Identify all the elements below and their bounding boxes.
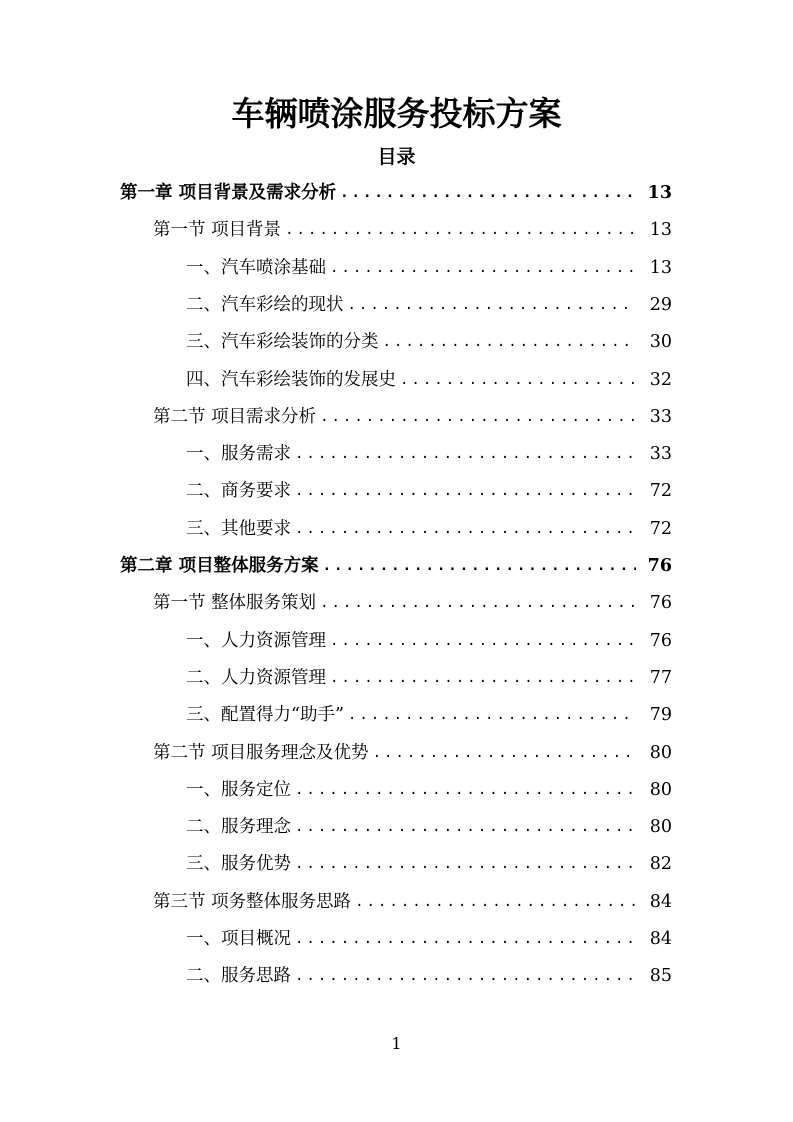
toc-entry-level-3[interactable] xyxy=(0,660,793,697)
toc-entry-page-number: 84 xyxy=(649,891,672,912)
toc-entry-page-number: 80 xyxy=(649,779,672,800)
toc-entry-page-number: 13 xyxy=(649,257,672,278)
toc-dot-leader xyxy=(340,175,636,212)
toc-entry-label: 三、汽车彩绘装饰的分类 xyxy=(186,332,379,353)
page-number: 1 xyxy=(391,1034,402,1053)
toc-entry-page-number: 85 xyxy=(649,966,672,987)
toc-entry-page-number: 77 xyxy=(649,667,672,688)
toc-entry-page-number: 33 xyxy=(649,406,672,427)
toc-entry-label: 第二章 项目整体服务方案 xyxy=(120,556,319,576)
toc-entry-level-2[interactable] xyxy=(0,884,793,921)
toc-entry-page-number: 13 xyxy=(647,183,672,203)
toc-entry-level-3[interactable] xyxy=(0,809,793,846)
toc-entry-label: 一、人力资源管理 xyxy=(186,630,326,651)
toc-entry-page-number: 82 xyxy=(649,854,672,875)
toc-entry-level-3[interactable] xyxy=(0,772,793,809)
toc-dot-leader xyxy=(330,623,636,660)
toc-entry-label: 二、商务要求 xyxy=(186,481,291,502)
toc-entry-level-3[interactable] xyxy=(0,436,793,473)
toc-entry-label: 第一节 项目背景 xyxy=(153,220,282,241)
toc-entry-level-2[interactable] xyxy=(0,585,793,622)
toc-heading: 目录 xyxy=(377,146,416,168)
toc-dot-leader xyxy=(295,958,636,995)
toc-dot-leader xyxy=(323,548,636,585)
toc-dot-leader xyxy=(295,511,636,548)
toc-entry-label: 三、配置得力“助手” xyxy=(186,705,344,726)
toc-dot-leader xyxy=(285,212,636,249)
toc-entry-level-2[interactable] xyxy=(0,212,793,249)
toc-entry-level-3[interactable] xyxy=(0,697,793,734)
toc-entry-page-number: 13 xyxy=(649,220,672,241)
toc-entry-level-1[interactable] xyxy=(0,548,793,585)
toc-entry-page-number: 76 xyxy=(647,556,672,576)
toc-entry-label: 二、人力资源管理 xyxy=(186,667,326,688)
toc-dot-leader xyxy=(295,921,636,958)
toc-entry-page-number: 32 xyxy=(649,369,672,390)
toc-dot-leader xyxy=(320,585,636,622)
toc-dot-leader xyxy=(295,473,636,510)
toc-dot-leader xyxy=(320,399,636,436)
toc-entry-label: 三、服务优势 xyxy=(186,854,291,875)
toc-entry-label: 二、汽车彩绘的现状 xyxy=(186,294,344,315)
toc-entry-page-number: 76 xyxy=(649,593,672,614)
toc-entry-level-3[interactable] xyxy=(0,324,793,361)
toc-entry-label: 一、服务需求 xyxy=(186,444,291,465)
toc-entry-level-3[interactable] xyxy=(0,511,793,548)
toc-entry-level-3[interactable] xyxy=(0,846,793,883)
toc-entry-label: 第三节 项务整体服务思路 xyxy=(153,891,352,912)
toc-dot-leader xyxy=(330,250,636,287)
toc-dot-leader xyxy=(348,287,637,324)
toc-entry-page-number: 33 xyxy=(649,444,672,465)
toc-entry-level-2[interactable] xyxy=(0,735,793,772)
toc-entry-label: 四、汽车彩绘装饰的发展史 xyxy=(186,369,396,390)
toc-entry-label: 二、服务理念 xyxy=(186,817,291,838)
toc-entry-level-3[interactable] xyxy=(0,287,793,324)
toc-dot-leader xyxy=(400,362,636,399)
toc-entry-label: 一、汽车喷涂基础 xyxy=(186,257,326,278)
toc-dot-leader xyxy=(295,846,636,883)
toc-dot-leader xyxy=(295,436,636,473)
toc-entry-page-number: 79 xyxy=(649,705,672,726)
toc-dot-leader xyxy=(330,660,636,697)
toc-entry-page-number: 72 xyxy=(649,518,672,539)
toc-entry-label: 第一节 整体服务策划 xyxy=(153,593,317,614)
toc-entry-page-number: 76 xyxy=(649,630,672,651)
toc-entry-level-3[interactable] xyxy=(0,958,793,995)
toc-entry-page-number: 72 xyxy=(649,481,672,502)
toc-dot-leader xyxy=(373,735,636,772)
toc-entry-label: 三、其他要求 xyxy=(186,518,291,539)
toc-entry-page-number: 29 xyxy=(649,294,672,315)
toc-entry-level-3[interactable] xyxy=(0,921,793,958)
toc-entry-label: 二、服务思路 xyxy=(186,966,291,987)
toc-entry-page-number: 84 xyxy=(649,929,672,949)
toc-entry-level-2[interactable] xyxy=(0,399,793,436)
toc-entry-page-number: 80 xyxy=(649,742,672,763)
toc-dot-leader xyxy=(355,884,636,921)
toc-entry-label: 第一章 项目背景及需求分析 xyxy=(120,183,337,203)
toc-dot-leader xyxy=(348,697,636,734)
toc-entry-page-number: 80 xyxy=(649,817,672,838)
toc-entry-label: 一、服务定位 xyxy=(186,779,291,800)
toc-dot-leader xyxy=(383,324,637,361)
toc-entry-label: 第二节 项目需求分析 xyxy=(153,406,317,427)
toc-entry-page-number: 30 xyxy=(649,332,672,353)
toc-entry-level-3[interactable] xyxy=(0,473,793,510)
document-title: 车辆喷涂服务投标方案 xyxy=(231,94,562,133)
toc-entry-level-1[interactable] xyxy=(0,175,793,212)
toc-entry-level-3[interactable] xyxy=(0,623,793,660)
toc-entry-level-3[interactable] xyxy=(0,250,793,287)
toc-entry-label: 第二节 项目服务理念及优势 xyxy=(153,742,369,763)
toc-entry-level-3[interactable] xyxy=(0,362,793,399)
toc-entry-label: 一、项目概况 xyxy=(186,929,291,949)
toc-dot-leader xyxy=(295,772,636,809)
toc-dot-leader xyxy=(295,809,636,846)
